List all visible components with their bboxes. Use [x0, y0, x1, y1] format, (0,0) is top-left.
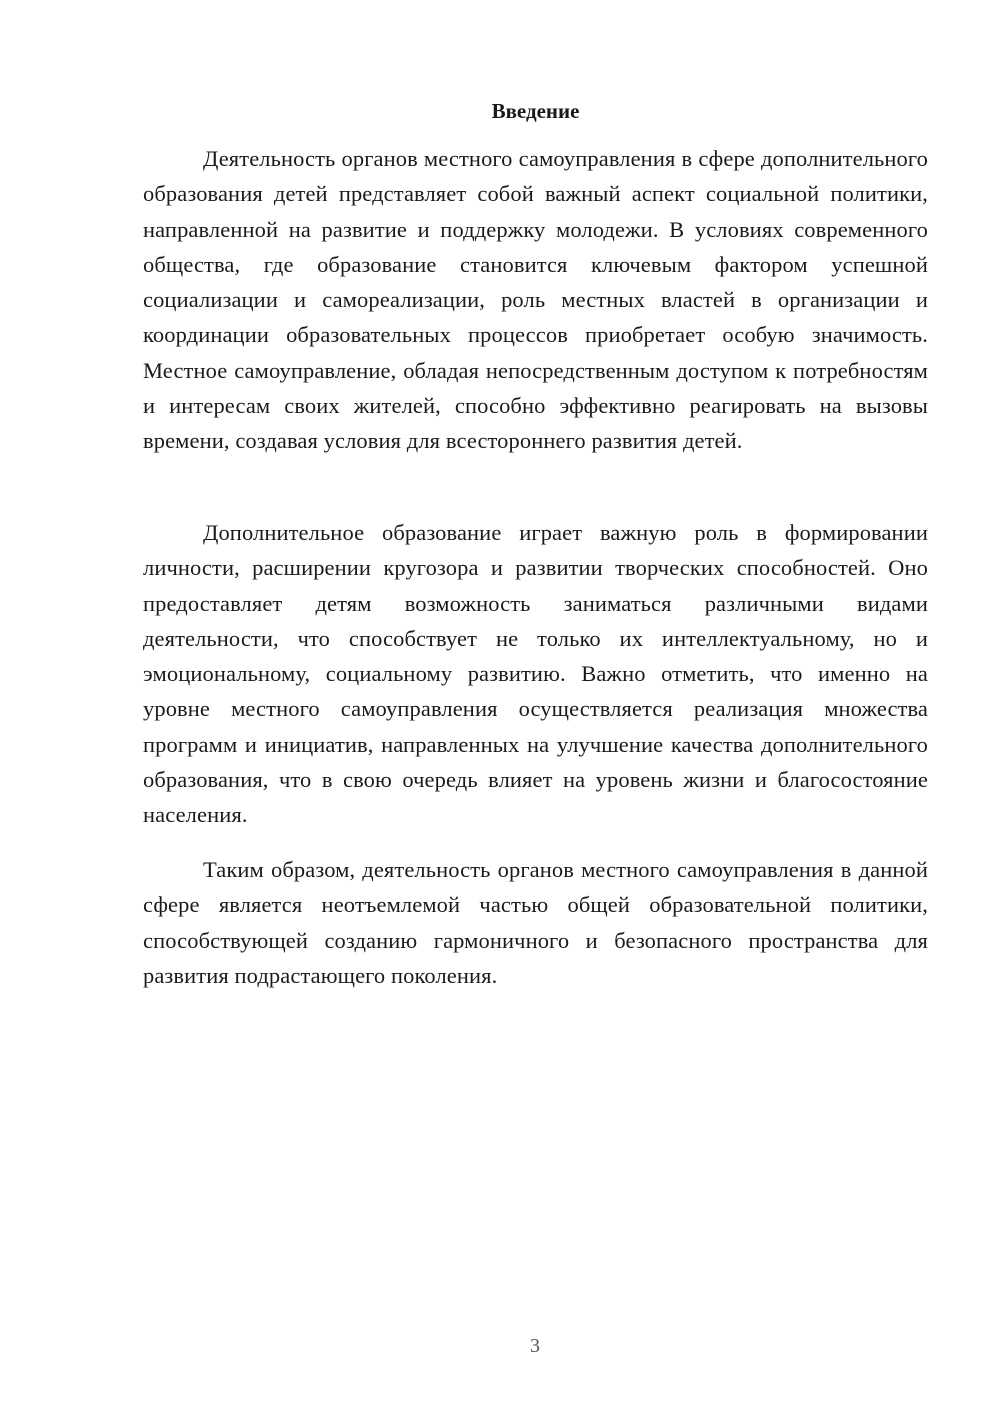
paragraph-1: Деятельность органов местного самоуправления в сфере дополнительного образования детей представляет собой важный аспект социальной политики, направленной на развитие и поддержку молодежи. В условиях современного общества, где образование становится ключевым фактором успешной социализации и самореализации, роль местных властей в организации и координации образовательных процессов приобретает особую значимость. Местное самоуправление, обладая непосредственным доступом к потребностям и интересам своих жителей, способно эффективно реагировать на вызовы времени, создавая условия для всестороннего развития детей. [143, 146, 928, 454]
page-number: 3 [530, 1335, 540, 1357]
section-heading: Введение [491, 99, 580, 123]
paragraph-3: Таким образом, деятельность органов местного самоуправления в данной сфере является неотъемлемой частью общей образовательной политики, способствующей созданию гармоничного и безопасного пространства для развития подрастающего поколения. [143, 857, 928, 988]
paragraph-2: Дополнительное образование играет важную роль в формировании личности, расширении кругозора и развитии творческих способностей. Оно предоставляет детям возможность заниматься различными видами деятельности, что способствует не только их интеллектуальному, но и эмоциональному, социальному развитию. Важно отметить, что именно на уровне местного самоуправления осуществляется реализация множества программ и инициатив, направленных на улучшение качества дополнительного образования, что в свою очередь влияет на уровень жизни и благосостояние населения. [143, 520, 928, 828]
